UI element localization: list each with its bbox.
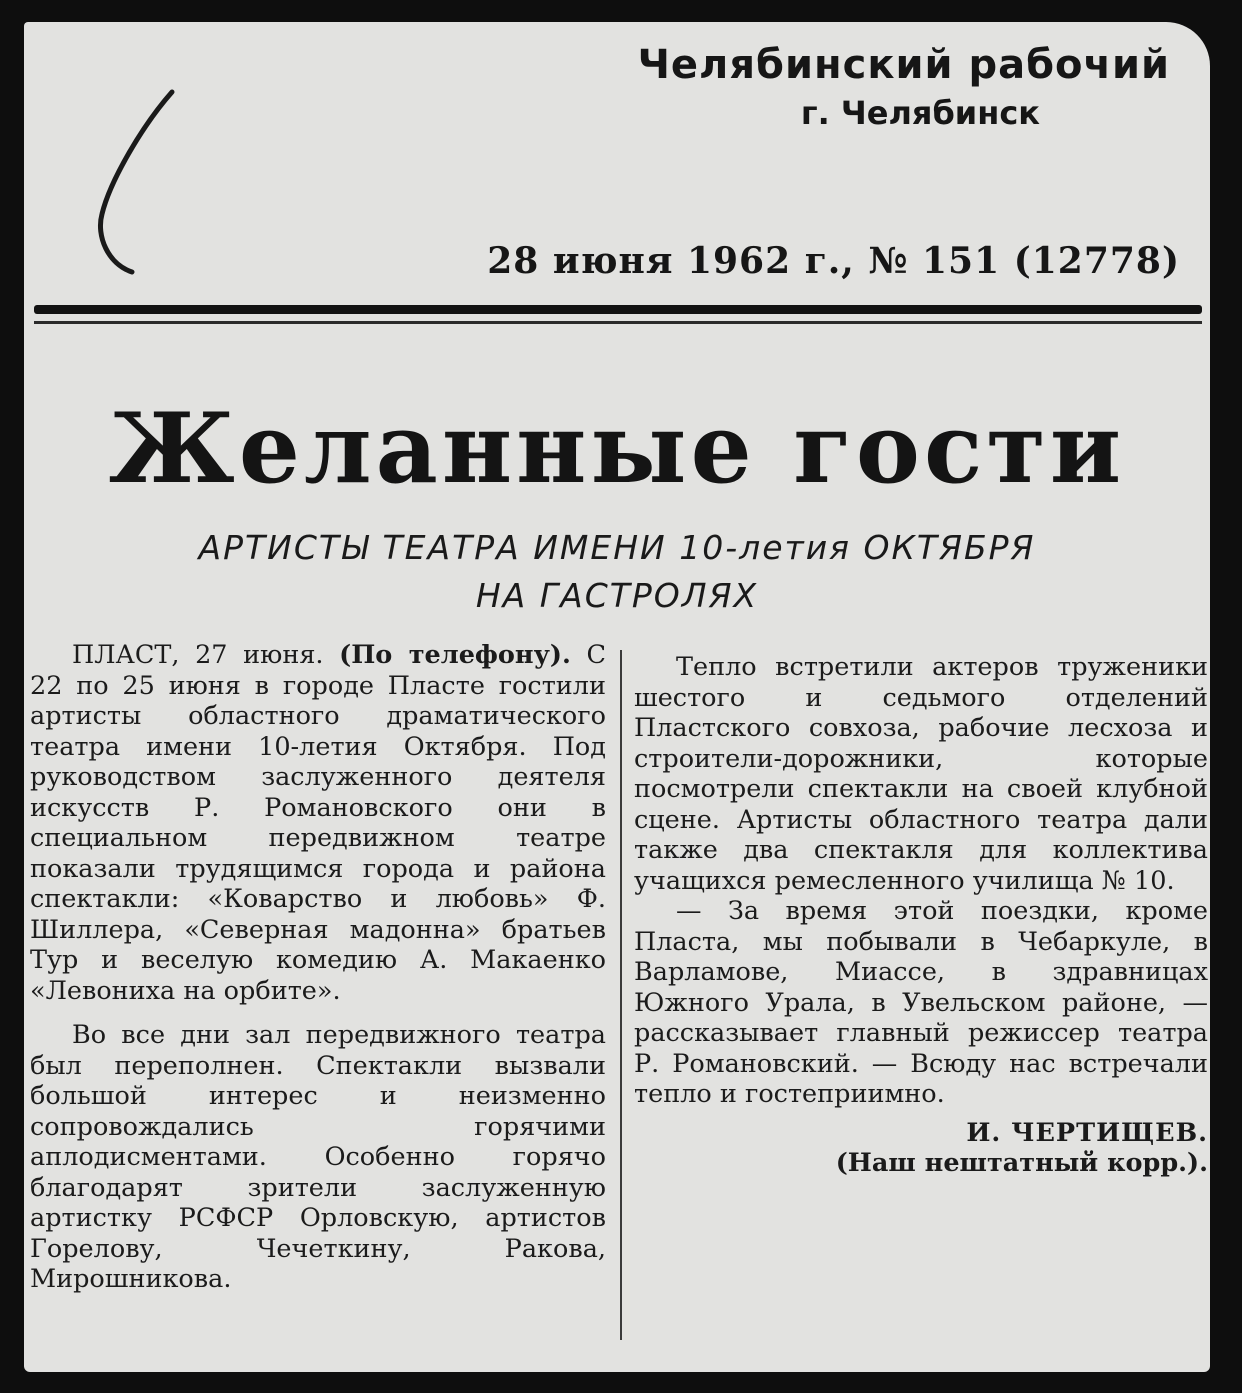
article-subtitle	[24, 524, 1210, 620]
subtitle-line-1: АРТИСТЫ ТЕАТРА ИМЕНИ 10-летия ОКТЯБРЯ	[198, 528, 1036, 567]
article-paragraph-2: Во все дни зал передвижного театра был переполнен. Спектакли вызвали большой интерес и неизменно сопровождались горячими аплодисментами. Особенно горячо благодарят зрители заслуженную артистку РСФСР Орловскую, артистов Горелову, Чечеткину, Ракова, Мирошникова.	[30, 1020, 606, 1294]
masthead	[638, 42, 1170, 132]
column-divider	[620, 650, 622, 1340]
article-column-left	[30, 640, 606, 1295]
dateline: ПЛАСТ, 27 июня.	[72, 640, 340, 670]
newspaper-name: Челябинский рабочий	[637, 42, 1170, 88]
newspaper-city: г. Челябинск	[800, 94, 1040, 132]
issue-date-number: 28 июня 1962 г., № 151 (12778)	[487, 240, 1180, 282]
newspaper-clipping	[24, 22, 1210, 1372]
article-title: Желанные гости	[108, 392, 1126, 505]
author-note: (Наш нештатный корр.).	[835, 1148, 1208, 1178]
dateline-source: (По телефону).	[339, 640, 571, 670]
article-paragraph-3: Тепло встретили актеров труженики шестого и седьмого отделений Пластского совхоза, рабочие лесхоза и строители-дорожники, которые посмотрели спектакли на своей клубной сцене. Артисты областного театра дали также два спектакля для коллектива учащихся ремесленного училища № 10.	[634, 652, 1208, 896]
author-byline: И. ЧЕРТИЩЕВ.	[966, 1117, 1208, 1148]
header-rule	[34, 305, 1202, 314]
paragraph-1-body: С 22 по 25 июня в городе Пласте гостили артисты областного драматического театра имени 10-летия Октября. Под руководством заслуженного деятеля искусств Р. Романовского они в специальном передвижном театре показали трудящимся города и района спектакли: «Коварство и любовь» Ф. Шиллера, «Северная мадонна» братьев Тур и веселую комедию А. Макаенко «Левониха на орбите».	[30, 640, 607, 1006]
article-column-right	[634, 652, 1208, 1179]
article-paragraph-1	[30, 640, 606, 1006]
article-paragraph-4: — За время этой поездки, кроме Пласта, мы побывали в Чебаркуле, в Варламове, Миассе, в здравницах Южного Урала, в Увельском районе, — рассказывает главный режиссер театра Р. Романовский. — Всюду нас встречали тепло и гостеприимно.	[634, 896, 1208, 1109]
pencil-mark-icon	[72, 86, 182, 286]
header-rule-thin	[34, 321, 1202, 324]
subtitle-line-2: НА ГАСТРОЛЯХ	[475, 576, 759, 615]
